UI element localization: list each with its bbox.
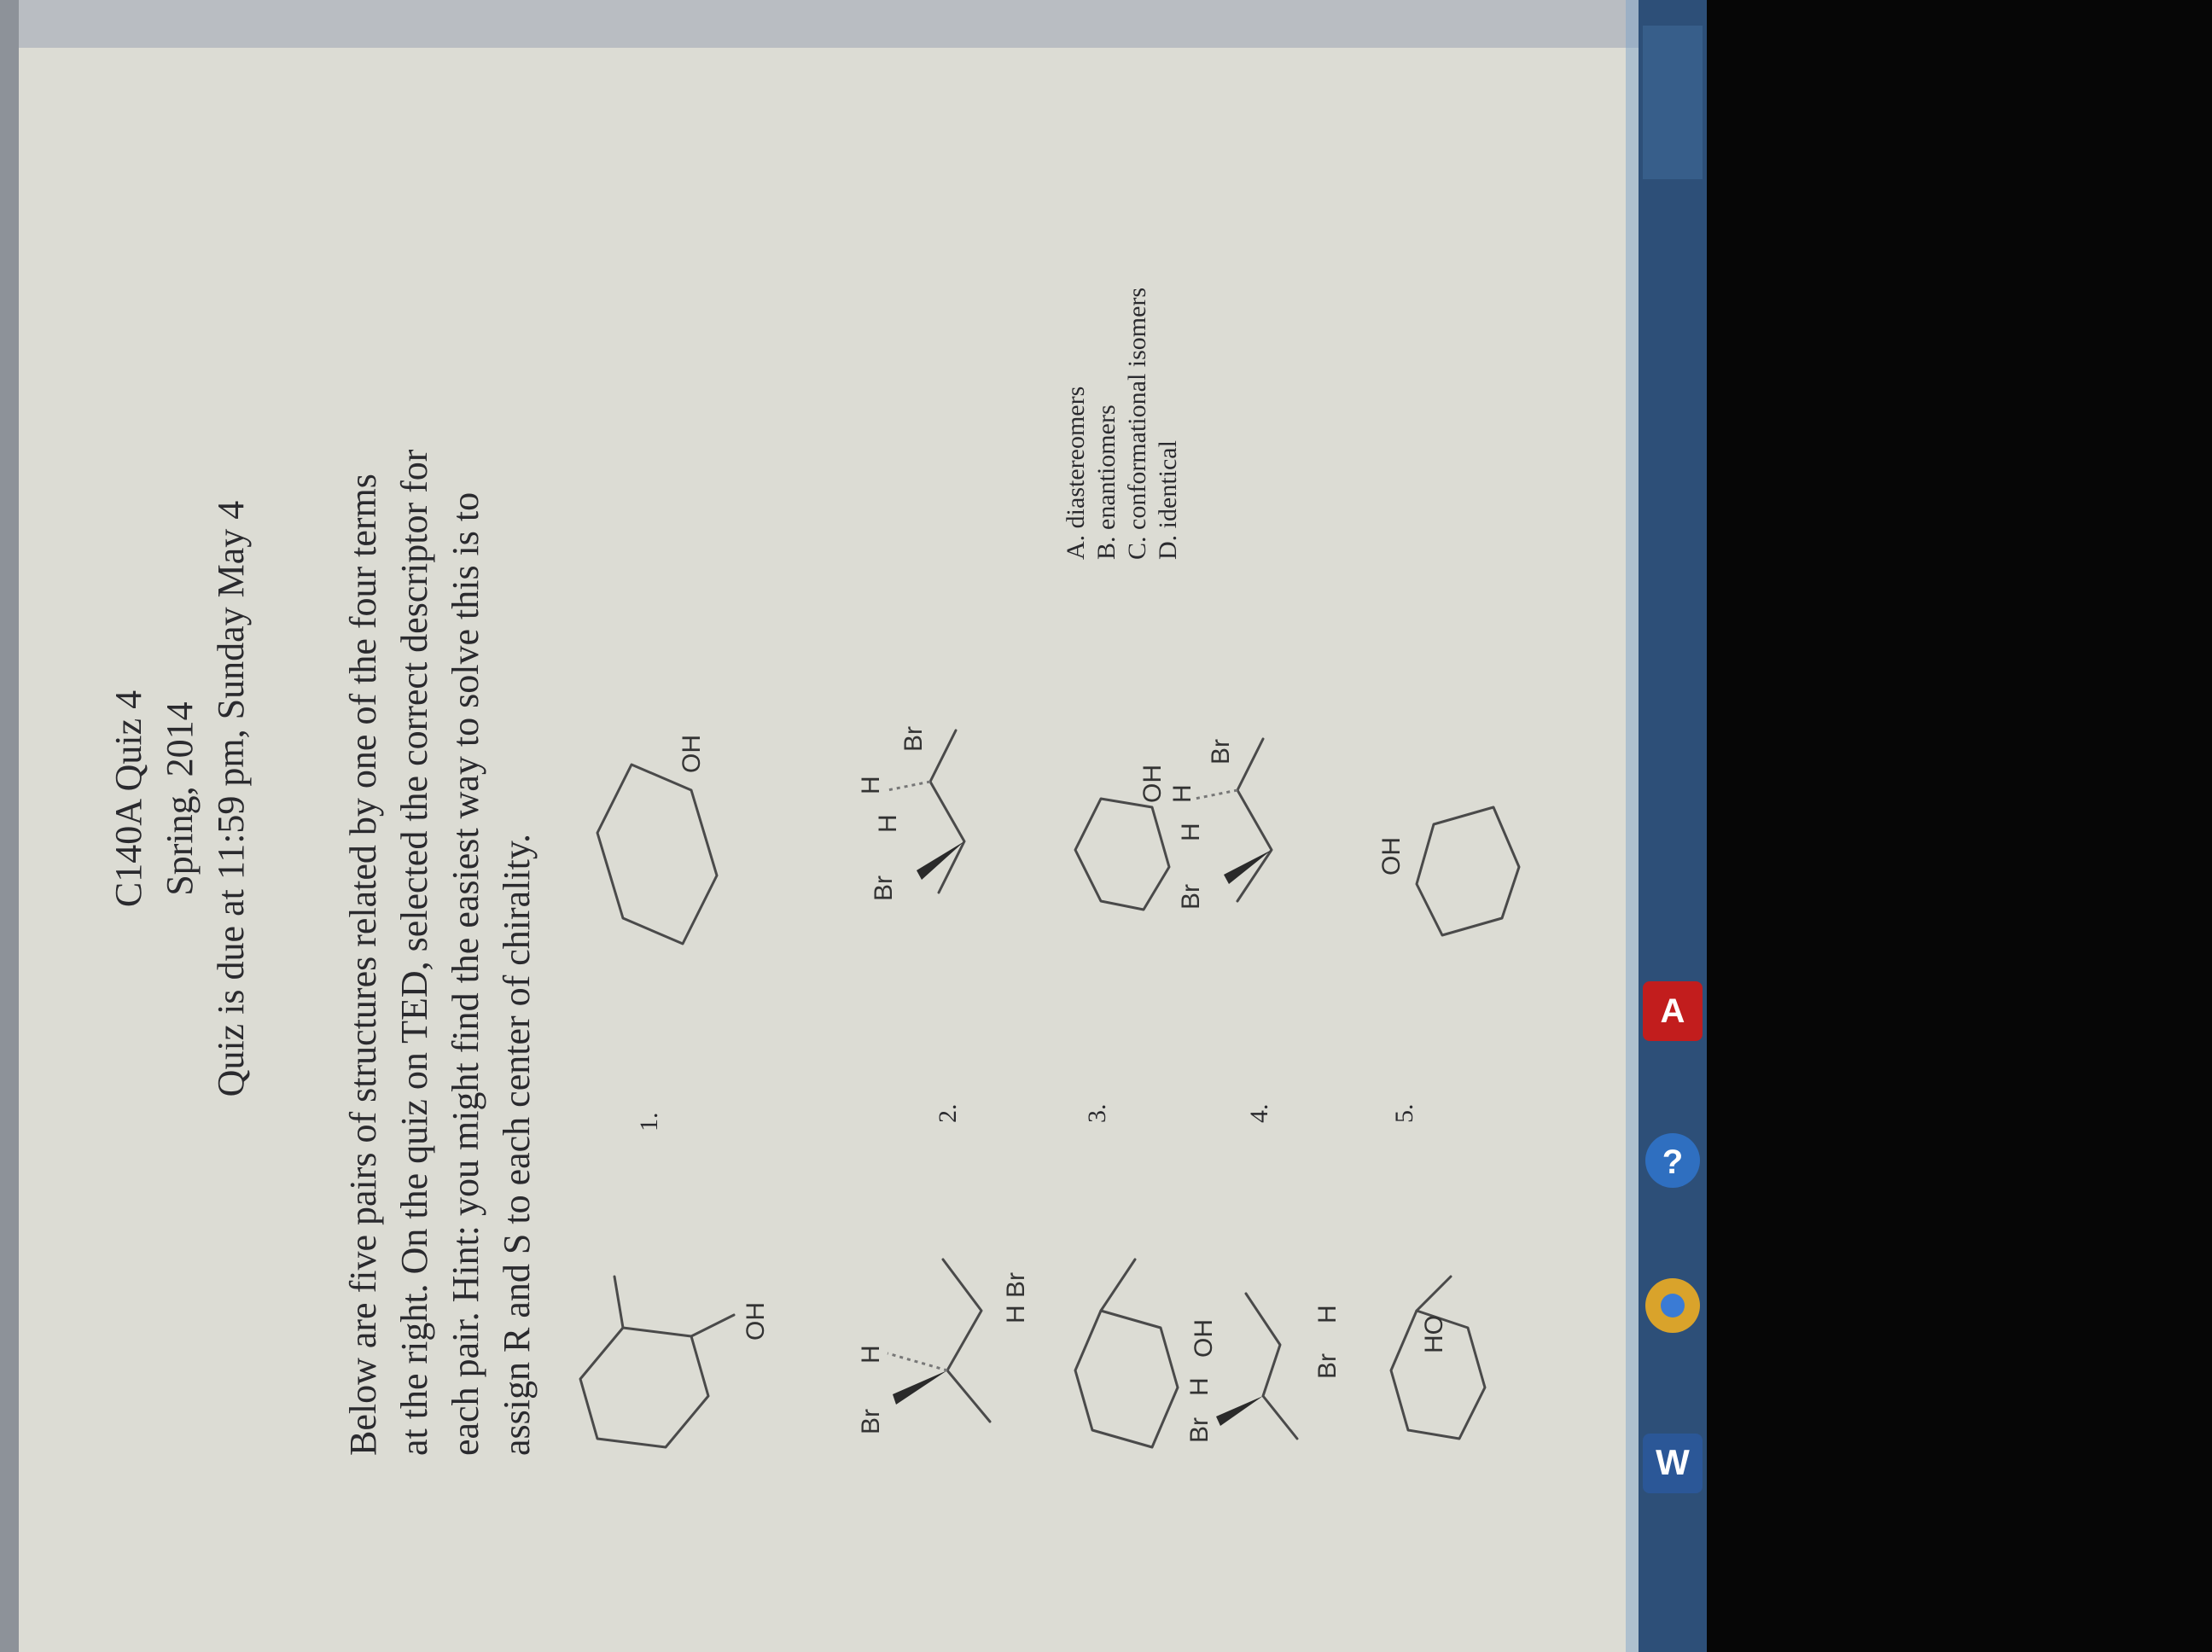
h-label: H	[1002, 1305, 1030, 1323]
option-d: D. identical	[1154, 440, 1182, 560]
taskbar-highlight	[1626, 0, 1639, 1652]
br-label: Br	[1313, 1353, 1342, 1379]
word-taskbar-button[interactable]	[1643, 1434, 1703, 1493]
instructions-line-1: Below are five pairs of structures related by one of the four terms	[342, 474, 384, 1456]
help-taskbar-button[interactable]	[1645, 1133, 1700, 1188]
option-c: C. conformational isomers	[1123, 287, 1151, 560]
br-label: Br	[1177, 884, 1205, 910]
quiz-title: C140A Quiz 4	[108, 689, 149, 908]
h-label: H	[857, 776, 885, 794]
br-label: Br	[870, 875, 898, 901]
h-label: H	[1185, 1377, 1214, 1396]
br-label: Br	[899, 726, 928, 752]
h-label: H	[1177, 823, 1205, 841]
br-label: Br	[857, 1409, 885, 1434]
problem-number: 4.	[1245, 1103, 1273, 1123]
instructions-line-4: assign R and S to each center of chirality.	[496, 833, 538, 1456]
h-label: H	[874, 814, 902, 833]
oh-label-right: OH	[678, 735, 706, 773]
oh-label-left: OH	[742, 1302, 770, 1341]
word-icon: W	[1656, 1442, 1690, 1482]
taskbar	[1639, 0, 1707, 1652]
br-label: Br	[1185, 1417, 1214, 1443]
quiz-term: Spring, 2014	[159, 701, 201, 896]
left-edge	[0, 0, 19, 1652]
h-label: H	[857, 1345, 885, 1364]
quiz-due: Quiz is due at 11:59 pm, Sunday May 4	[210, 500, 252, 1097]
problem-number: 1.	[635, 1112, 663, 1131]
adobe-taskbar-button[interactable]	[1643, 981, 1703, 1041]
oh-label-left: OH	[1190, 1319, 1218, 1358]
br-label: Br	[1207, 739, 1235, 765]
problem-number: 2.	[934, 1103, 962, 1123]
problem-number: 5.	[1390, 1103, 1418, 1123]
br-label: Br	[1002, 1272, 1030, 1298]
problem-number: 3.	[1083, 1103, 1111, 1123]
instructions-line-3: each pair. Hint: you might find the easiest way to solve this is to	[445, 492, 486, 1456]
instructions-line-2: at the right. On the quiz on TED, selected the correct descriptor for	[393, 449, 435, 1456]
h-label: H	[1168, 784, 1196, 803]
adobe-icon: A	[1660, 992, 1685, 1030]
help-label: ?	[1662, 1143, 1684, 1181]
ho-label-left: HO	[1420, 1315, 1448, 1353]
h-label: H	[1313, 1305, 1342, 1323]
document-page	[17, 48, 1690, 1652]
option-b: B. enantiomers	[1092, 404, 1121, 560]
oh-label-right: OH	[1138, 765, 1167, 803]
chrome-taskbar-button[interactable]	[1645, 1278, 1700, 1333]
oh-label-right: OH	[1377, 837, 1406, 875]
option-a: A. diastereomers	[1062, 386, 1090, 560]
system-tray	[1643, 26, 1703, 179]
